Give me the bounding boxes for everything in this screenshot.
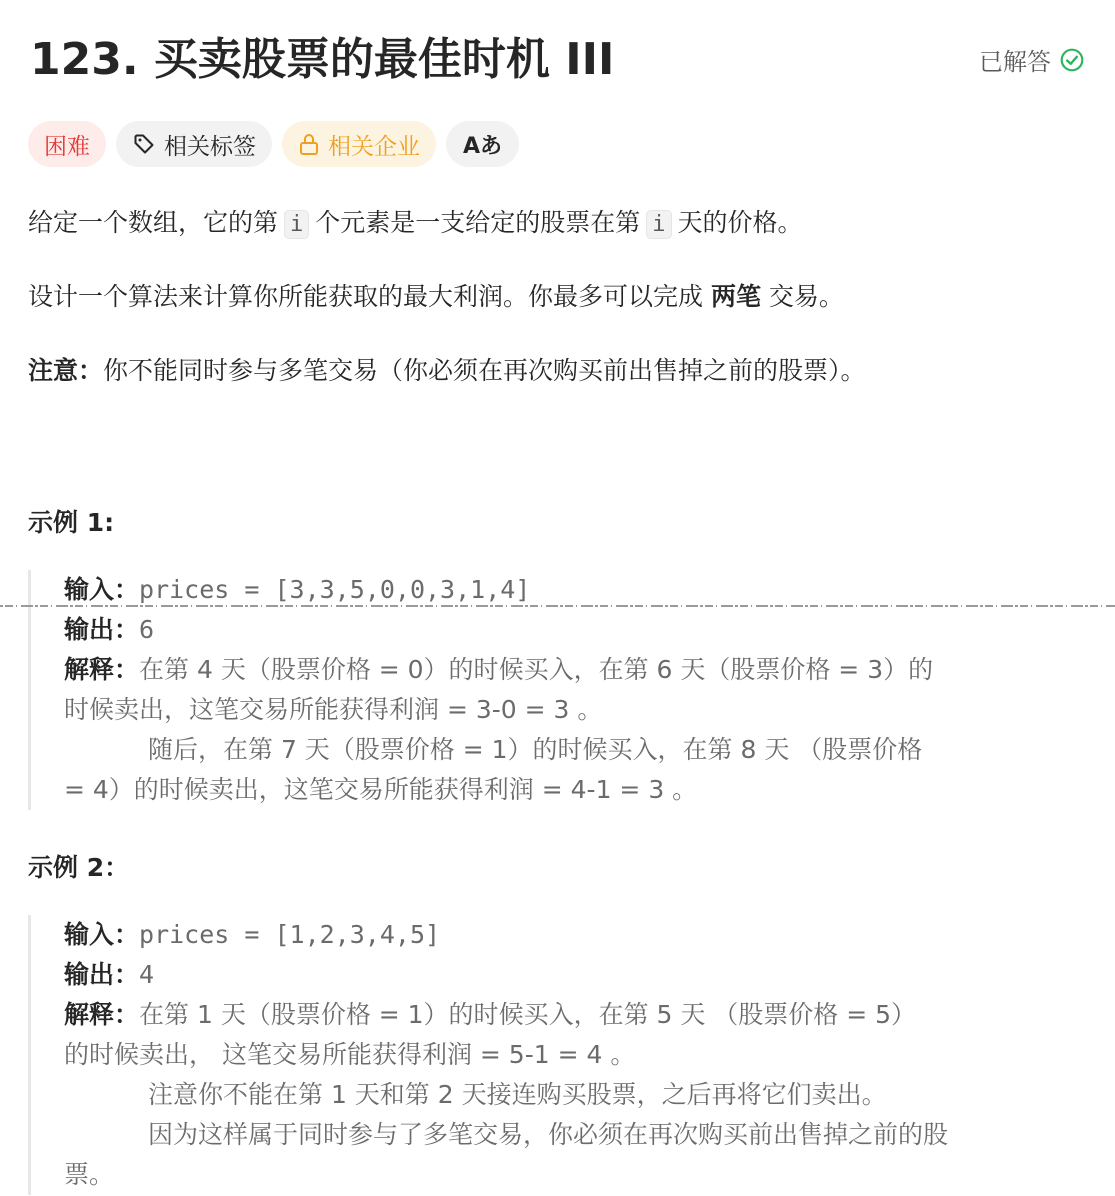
output-label: 输出： xyxy=(64,960,140,989)
check-circle-icon xyxy=(1059,47,1085,73)
difficulty-label: 困难 xyxy=(44,133,90,160)
explain-text: 注意你不能在第 1 天和第 2 天接连购买股票，之后再将它们卖出。 xyxy=(148,1080,887,1109)
example-2-block xyxy=(28,915,1088,1195)
input-label: 输入： xyxy=(64,920,140,949)
solved-label: 已解答 xyxy=(979,48,1051,76)
explain-label: 解释： xyxy=(64,1000,140,1029)
input-label: 输入： xyxy=(64,575,140,604)
note-label: 注意： xyxy=(28,356,104,385)
desc-text: 交易。 xyxy=(760,282,844,311)
example-2-title: 示例 2： xyxy=(28,853,130,882)
lock-icon xyxy=(298,132,320,156)
example-1-title: 示例 1: xyxy=(28,508,115,537)
explain-text: 的时候卖出， 这笔交易所能获得利润 = 5-1 = 4 。 xyxy=(64,1040,636,1069)
output-value: 6 xyxy=(139,615,155,644)
explain-text: = 4）的时候卖出，这笔交易所能获得利润 = 4-1 = 3 。 xyxy=(64,775,698,804)
description-paragraph-1 xyxy=(28,203,803,245)
explain-text: 时候卖出，这笔交易所能获得利润 = 3-0 = 3 。 xyxy=(64,695,603,724)
explain-text: 票。 xyxy=(64,1160,115,1189)
explain-text: 因为这样属于同时参与了多笔交易，你必须在再次购买前出售掉之前的股 xyxy=(148,1120,949,1149)
output-label: 输出： xyxy=(64,615,140,644)
solved-status xyxy=(979,42,1085,77)
translate-icon: Aあ xyxy=(463,133,503,159)
explain-text: 在第 4 天（股票价格 = 0）的时候买入，在第 6 天（股票价格 = 3）的 xyxy=(139,655,934,684)
tag-icon xyxy=(132,132,156,156)
difficulty-badge[interactable] xyxy=(28,121,106,167)
input-value: prices = [1,2,3,4,5] xyxy=(139,920,441,949)
explain-text: 随后，在第 7 天（股票价格 = 1）的时候买入，在第 8 天 （股票价格 xyxy=(148,735,923,764)
translate-button[interactable] xyxy=(446,121,519,167)
problem-header xyxy=(30,30,1085,94)
desc-bold: 两笔 xyxy=(710,282,761,311)
desc-text: 天的价格。 xyxy=(677,208,803,237)
problem-title: 123. 买卖股票的最佳时机 III xyxy=(30,34,615,85)
description-paragraph-2 xyxy=(28,277,844,317)
explain-text: 在第 1 天（股票价格 = 1）的时候买入，在第 5 天 （股票价格 = 5） xyxy=(139,1000,917,1029)
desc-text: 个元素是一支给定的股票在第 xyxy=(315,208,641,237)
description-note xyxy=(28,351,866,391)
related-tags-button[interactable] xyxy=(116,121,272,167)
desc-text: 设计一个算法来计算你所能获取的最大利润。你最多可以完成 xyxy=(28,282,711,311)
related-companies-label: 相关企业 xyxy=(328,133,420,160)
tag-bar xyxy=(28,121,519,167)
related-tags-label: 相关标签 xyxy=(164,133,256,160)
desc-text: 给定一个数组，它的第 xyxy=(28,208,279,237)
inline-code: i xyxy=(284,210,309,239)
output-value: 4 xyxy=(139,960,155,989)
inline-code: i xyxy=(646,210,671,239)
related-companies-button[interactable] xyxy=(282,121,436,167)
explain-label: 解释： xyxy=(64,655,140,684)
render-artifact xyxy=(0,603,1115,609)
note-text: 你不能同时参与多笔交易（你必须在再次购买前出售掉之前的股票）。 xyxy=(103,356,866,385)
input-value: prices = [3,3,5,0,0,3,1,4] xyxy=(139,575,531,604)
